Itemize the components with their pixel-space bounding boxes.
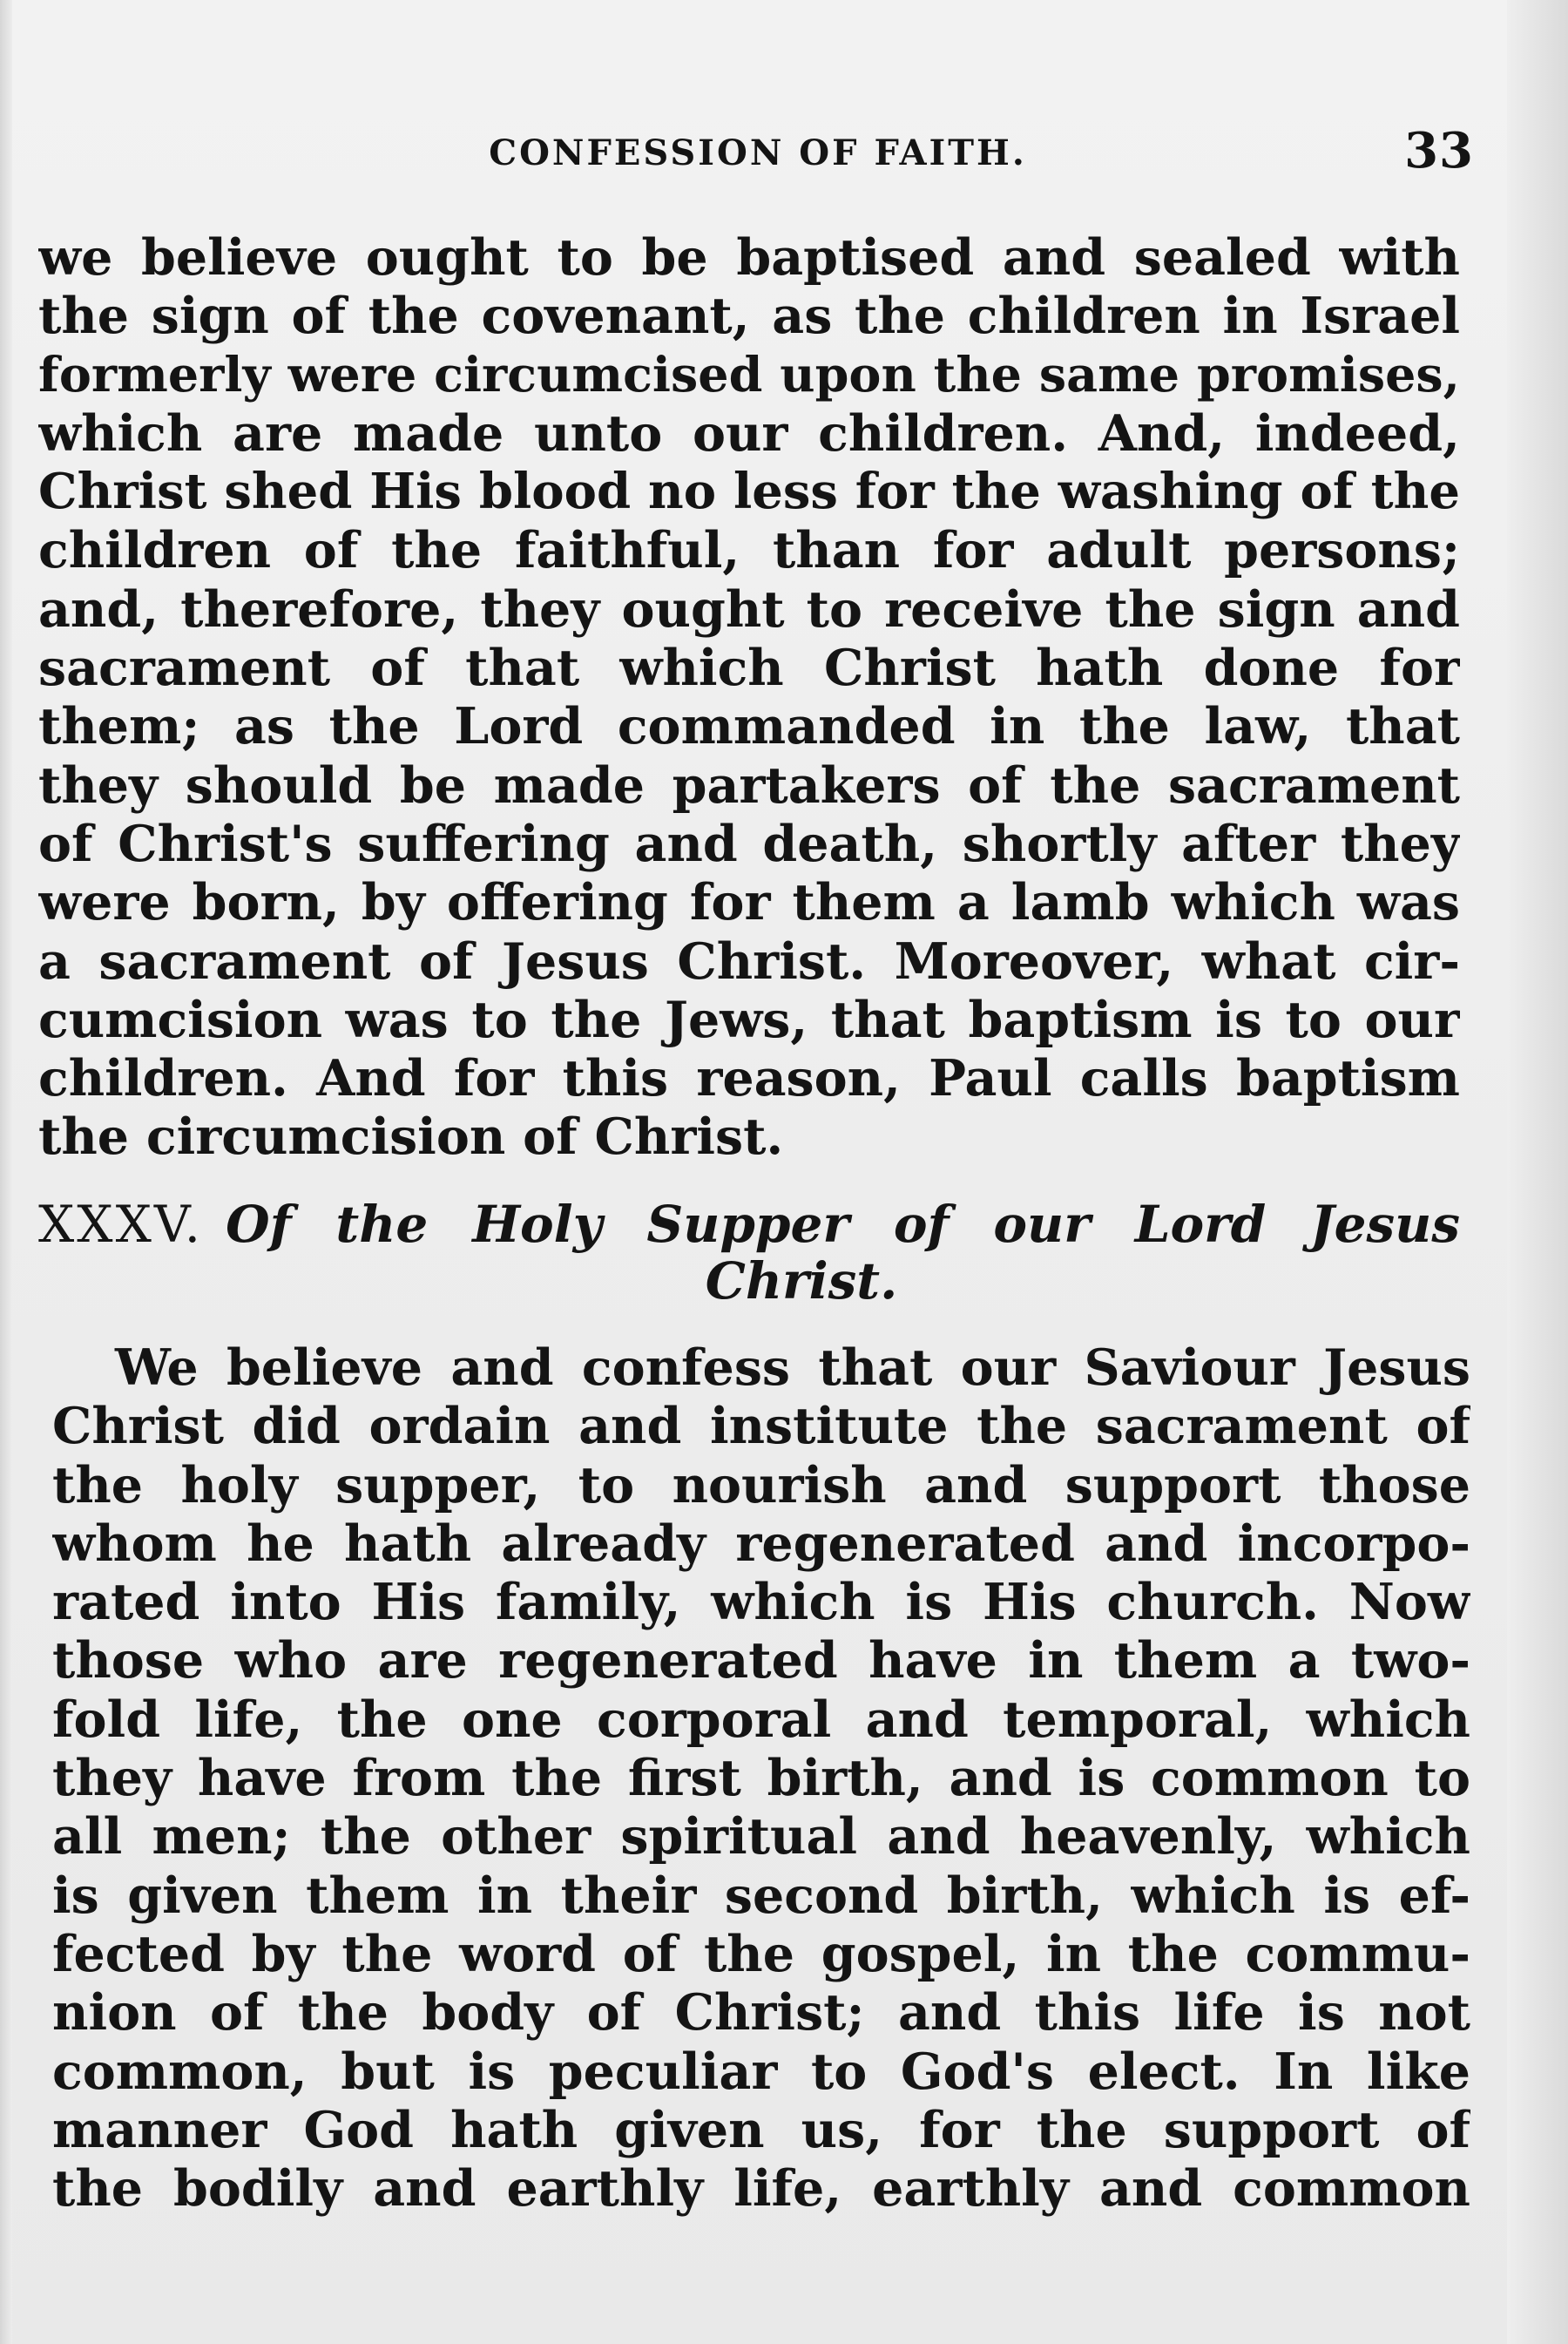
text-line: is given them in their second birth, which is ef-	[52, 1866, 1470, 1925]
article-numeral: XXXV.	[38, 1195, 204, 1254]
text-line: they have from the first birth, and is common to	[52, 1749, 1470, 1808]
text-line: they should be made partakers of the sacrament	[38, 755, 1460, 815]
running-head	[52, 122, 1474, 183]
text-line: cumcision was to the Jews, that baptism is to our	[38, 990, 1460, 1049]
text-line: We believe and confess that our Saviour Jesus	[115, 1338, 1470, 1397]
text-line: sacrament of that which Christ hath done for	[38, 639, 1460, 698]
text-line: formerly were circumcised upon the same promises,	[38, 346, 1460, 403]
text-line: those who are regenerated have in them a two-	[52, 1631, 1470, 1690]
article-title: Of the Holy Supper of our Lord Jesus	[226, 1195, 1460, 1254]
text-line: them; as the Lord commanded in the law, that	[38, 697, 1460, 756]
text-line: we believe ought to be baptised and sealed with	[38, 228, 1460, 287]
text-line: fected by the word of the gospel, in the commu-	[52, 1924, 1470, 1983]
article-paragraph	[52, 1338, 1470, 2218]
text-line: fold life, the one corporal and temporal, which	[52, 1690, 1470, 1749]
text-line: nion of the body of Christ; and this life is not	[52, 1983, 1470, 2043]
text-line: all men; the other spiritual and heavenly, which	[52, 1807, 1470, 1866]
article-title-continued: Christ.	[705, 1251, 898, 1311]
text-line: a sacrament of Jesus Christ. Moreover, what cir-	[38, 932, 1460, 991]
text-line: Christ did ordain and institute the sacrament of	[52, 1397, 1470, 1456]
text-line: which are made unto our children. And, indeed,	[38, 403, 1460, 463]
running-title: CONFESSION OF FAITH.	[489, 132, 1027, 173]
text-line: the holy supper, to nourish and support those	[52, 1455, 1470, 1514]
text-line: whom he hath already regenerated and incorpo-	[52, 1514, 1470, 1573]
paragraph-continued	[38, 228, 1460, 1167]
text-line: rated into His family, which is His church. Now	[52, 1573, 1470, 1632]
page-edge-right	[1507, 0, 1568, 2344]
page-number: 33	[1404, 122, 1474, 180]
text-line: the bodily and earthly life, earthly and common	[52, 2159, 1470, 2219]
text-line: Christ shed His blood no less for the washing of the	[38, 463, 1460, 521]
article-heading	[38, 1195, 1460, 1311]
text-line: manner God hath given us, for the support of	[52, 2100, 1470, 2159]
text-line: common, but is peculiar to God's elect. In like	[52, 2042, 1470, 2101]
text-line: were born, by offering for them a lamb which was	[38, 873, 1460, 932]
page-edge-left	[0, 0, 12, 2344]
text-line: the circumcision of Christ.	[38, 1108, 784, 1167]
text-line: the sign of the covenant, as the children in Israel	[38, 287, 1460, 346]
text-line: of Christ's suffering and death, shortly after they	[38, 814, 1460, 873]
text-line: and, therefore, they ought to receive the sign and	[38, 579, 1460, 639]
article-heading-line	[38, 1196, 1460, 1254]
text-line: children of the faithful, than for adult persons;	[38, 521, 1460, 580]
text-line: children. And for this reason, Paul calls baptism	[38, 1049, 1460, 1108]
